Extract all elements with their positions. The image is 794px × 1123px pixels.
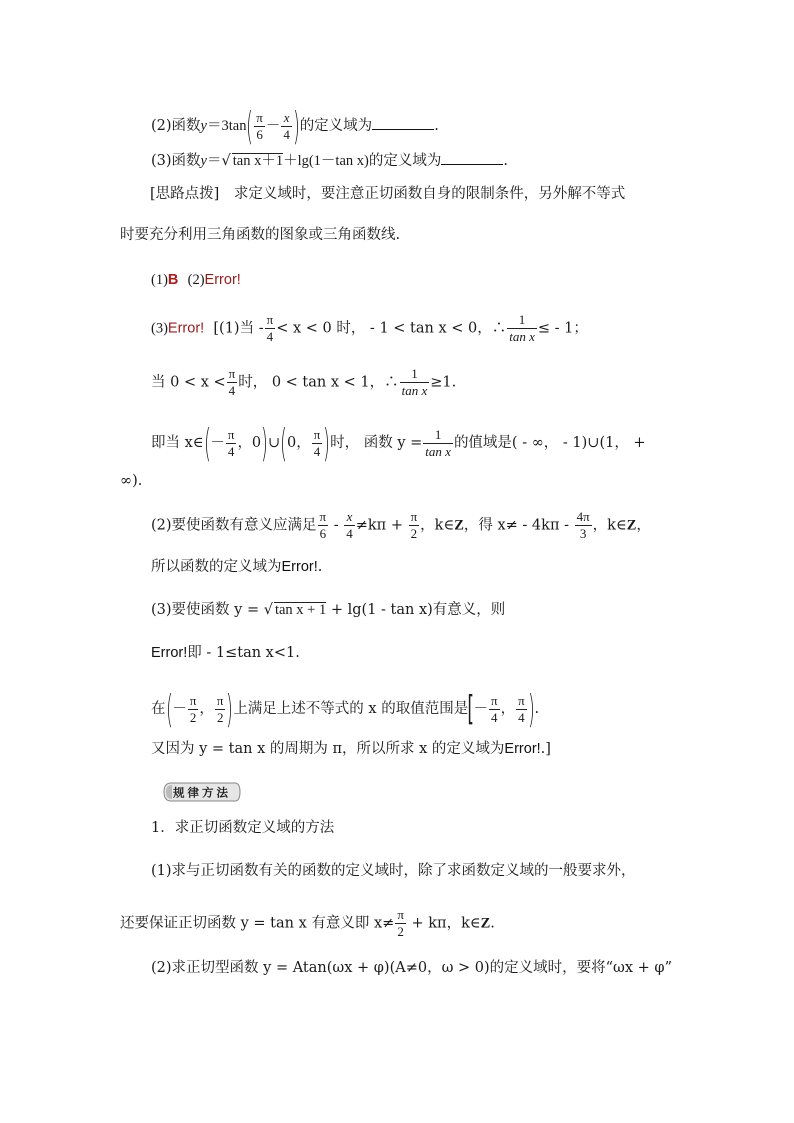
hint-line-2: 时要充分利用三角函数的图象或三角函数线. bbox=[120, 227, 401, 243]
method-heading: 1．求正切函数定义域的方法 bbox=[151, 820, 335, 836]
solution-3-line-3: 在(－ $\frac{\pi}{2}$ ， $\frac{\pi}{2}$ )上满足上述不等式的 x 的取值范围是[－ $\frac{\pi}{4}$ ， $\frac{\pi}{4}$ ). bbox=[151, 687, 540, 731]
method-tag bbox=[163, 782, 241, 802]
method-line-3: (2)求正切型函数 y = Atan(ωx + φ)(A≠0，ω > 0)的定义域时，要将“ωx + φ” bbox=[151, 960, 672, 976]
solution-3-line-2: Error!即 - 1≤tan x<1. bbox=[151, 645, 300, 661]
solution-1-line-4: ∞). bbox=[120, 473, 143, 489]
solution-3-line-4: 又因为 y = tan x 的周期为 π，所以所求 x 的定义域为Error!.] bbox=[151, 741, 551, 757]
solution-2-line-1: (2)要使函数有意义应满足 $\frac{\pi}{6}$ - $\frac{x}{4}$ ≠kπ + $\frac{\pi}{2}$ ，k∈Z，得 x≠ - 4kπ - $\frac{4\pi}{3}$ ，k∈Z， bbox=[151, 509, 651, 541]
problem-3-line: (3)函数y＝√ tan x＋1＋lg(1－tan x)的定义域为 . bbox=[151, 150, 508, 171]
solution-1-line-3: 即当 x∈(－ $\frac{\pi}{4}$ ，0)∪(0， $\frac{\pi}{4}$ )时， 函数 y = $\frac{1}{\text{tan x}}$ 的值域是( - ∞， - 1)∪(1， + bbox=[151, 421, 646, 465]
method-tag-label: 规律方法 bbox=[173, 785, 231, 800]
solution-2-line-2: 所以函数的定义域为Error!. bbox=[151, 559, 323, 575]
solution-1-line-2: 当 0 < x < $\frac{\pi}{4}$ 时， 0 < tan x < 1，∴ $\frac{1}{\text{tan x}}$ ≥1. bbox=[151, 366, 457, 398]
method-line-1: (1)求与正切函数有关的函数的定义域时，除了求函数定义域的一般要求外， bbox=[151, 863, 636, 879]
problem-2-line: (2)函数y＝3tan( $\frac{\pi}{6}$ － $\frac{x}{4}$ )的定义域为 . bbox=[151, 104, 439, 148]
hint-line-1: [思路点拨] 求定义域时，要注意正切函数自身的限制条件，另外解不等式 bbox=[150, 186, 626, 202]
answer-blank-3 bbox=[441, 150, 503, 165]
answer-1-2: (1)B (2)Error! bbox=[151, 272, 241, 288]
method-line-2: 还要保证正切函数 y = tan x 有意义即 x≠ $\frac{\pi}{2}$ + kπ，k∈Z. bbox=[120, 907, 495, 939]
solution-1-line-1: (3)Error! [(1)当 - $\frac{\pi}{4}$ < x < 0 时， - 1 < tan x < 0，∴ $\frac{1}{\text{tan x}}$ ≤ - 1； bbox=[151, 312, 588, 344]
solution-3-line-1: (3)要使函数 y = √ tan x + 1 + lg(1 - tan x)有意义，则 bbox=[151, 602, 506, 618]
answer-blank-2 bbox=[372, 115, 434, 130]
